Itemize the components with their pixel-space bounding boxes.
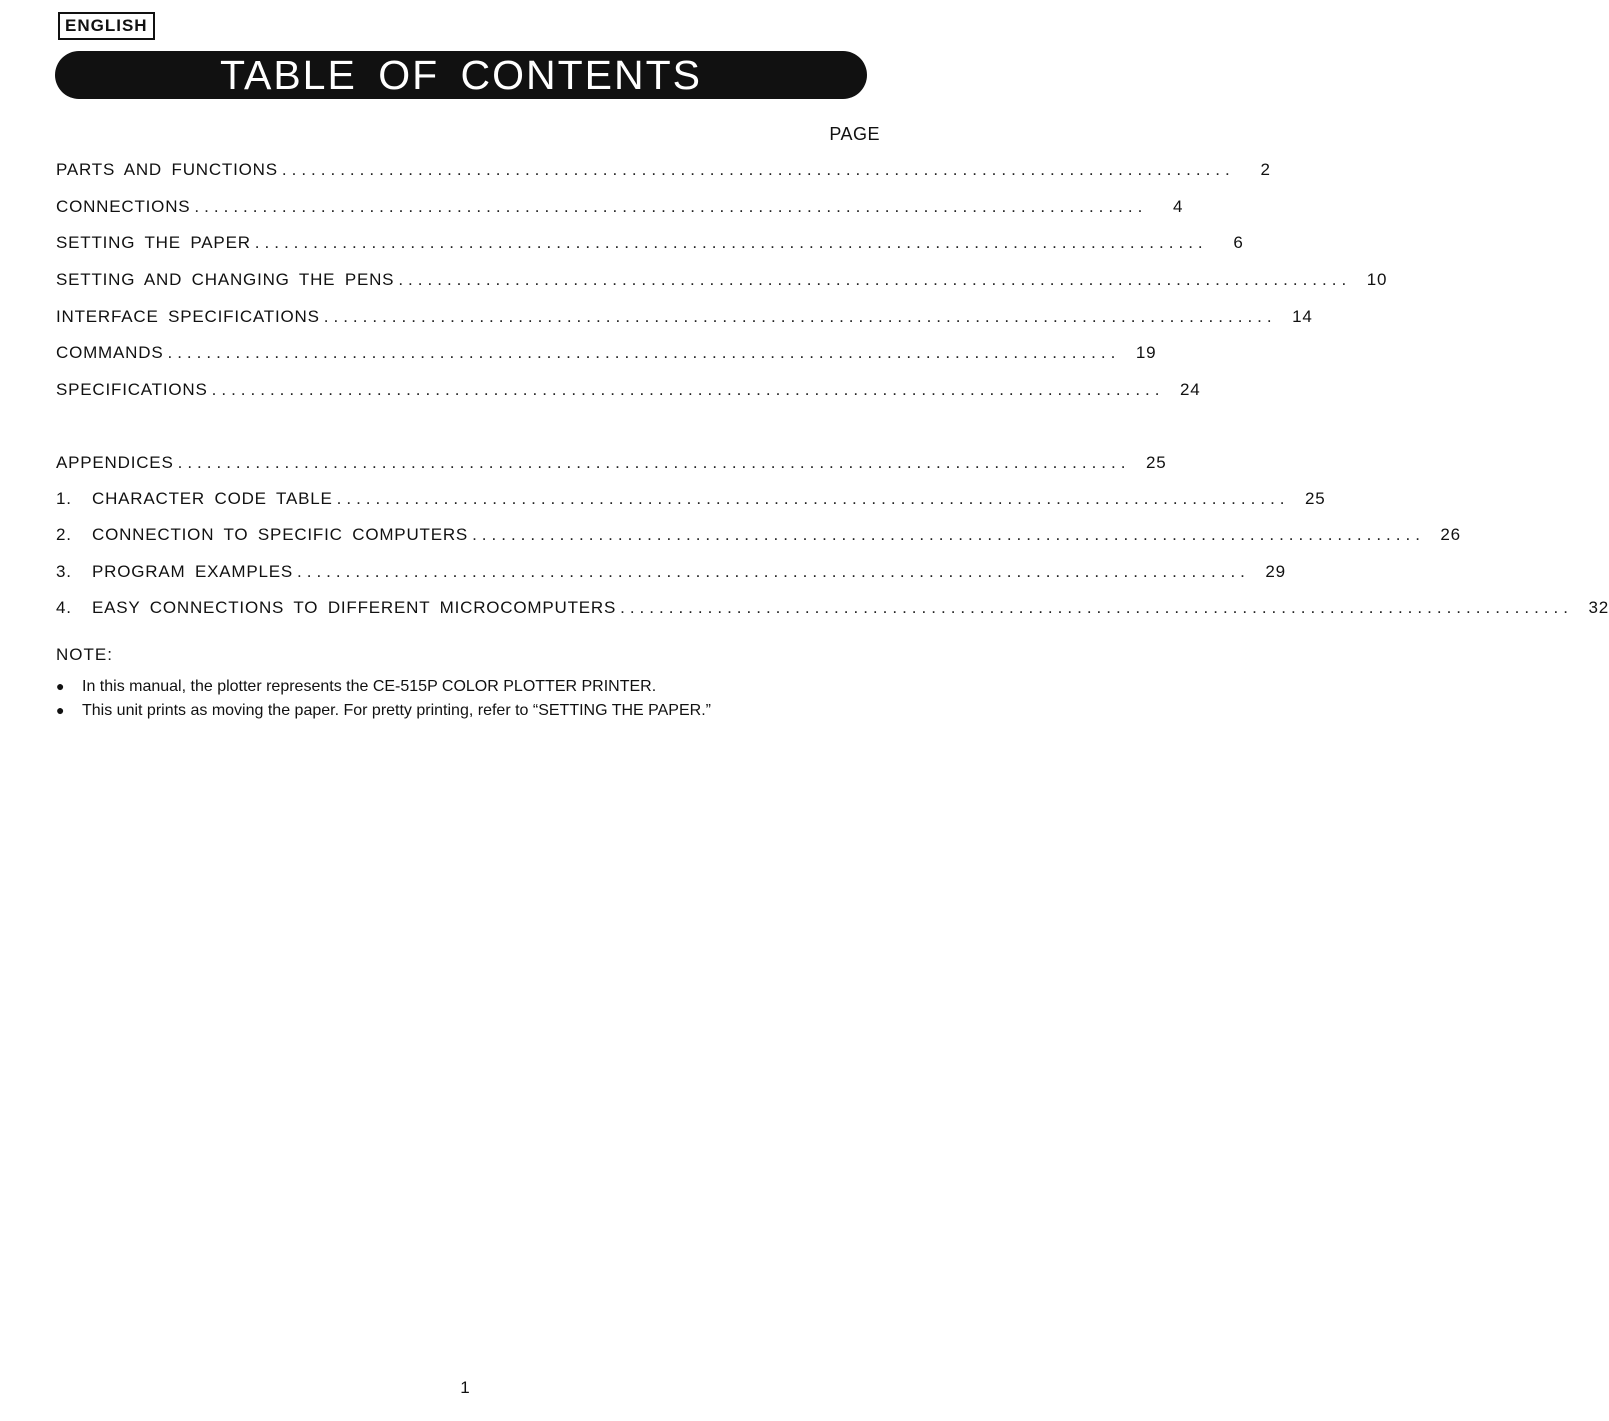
toc-entry-appendices <box>56 453 1167 477</box>
dot-leader: .................................................................................................. <box>194 197 1148 216</box>
dot-leader: .................................................................................................. <box>323 307 1277 326</box>
toc-entry-label: SETTING THE PAPER <box>56 233 251 252</box>
note-item <box>56 702 906 726</box>
toc-entry-label: SPECIFICATIONS <box>56 380 208 399</box>
bullet-icon: ● <box>56 702 65 718</box>
toc-entry-label: PARTS AND FUNCTIONS <box>56 160 278 179</box>
toc-entry-program-examples <box>56 562 1286 586</box>
toc-entry-number: 4. <box>56 598 72 617</box>
toc-entry-label: COMMANDS <box>56 343 164 362</box>
toc-entry-connections <box>56 197 1184 221</box>
toc-entry-page: 10 <box>1366 270 1388 289</box>
toc-entry-setting-the-paper <box>56 233 1244 257</box>
toc-entry-page: 25 <box>1145 453 1167 472</box>
toc-entry-commands <box>56 343 1157 367</box>
toc-entry-page: 4 <box>1173 197 1184 216</box>
dot-leader: .................................................................................................. <box>167 343 1121 362</box>
toc-entry-easy-connections <box>56 598 1609 622</box>
toc-entry-page: 26 <box>1440 525 1461 544</box>
toc-entry-page: 29 <box>1265 562 1286 581</box>
toc-entry-page: 25 <box>1305 489 1326 508</box>
toc-entry-connection-to-specific-computers <box>56 525 1461 549</box>
dot-leader: .................................................................................................. <box>472 525 1425 544</box>
dot-leader: .................................................................................................. <box>211 380 1165 399</box>
note-heading: NOTE: <box>56 645 113 664</box>
toc-entry-specifications <box>56 380 1201 404</box>
page-title: TABLE OF CONTENTS <box>219 52 703 98</box>
title-banner <box>55 51 867 99</box>
bullet-icon: ● <box>56 678 65 694</box>
toc-entry-label: INTERFACE SPECIFICATIONS <box>56 307 320 326</box>
toc-entry-number: 3. <box>56 562 72 581</box>
toc-entry-interface-specifications <box>56 307 1313 331</box>
toc-entry-label: CHARACTER CODE TABLE <box>92 489 333 508</box>
dot-leader: .................................................................................................. <box>281 160 1235 179</box>
toc-entry-number: 1. <box>56 489 72 508</box>
toc-entry-setting-and-changing-pens <box>56 270 1388 294</box>
toc-entry-label: SETTING AND CHANGING THE PENS <box>56 270 395 289</box>
toc-entry-label: CONNECTION TO SPECIFIC COMPUTERS <box>92 525 469 544</box>
toc-entry-label: APPENDICES <box>56 453 174 472</box>
page-number: 1 <box>460 1378 470 1397</box>
toc-entry-number: 2. <box>56 525 72 544</box>
toc-entry-label: PROGRAM EXAMPLES <box>92 562 294 581</box>
toc-entry-page: 19 <box>1135 343 1157 362</box>
dot-leader: .................................................................................................. <box>620 598 1573 617</box>
language-tag: ENGLISH <box>58 12 155 40</box>
dot-leader: .................................................................................................. <box>297 562 1250 581</box>
dot-leader: .................................................................................................. <box>254 233 1208 252</box>
toc-entry-page: 32 <box>1588 598 1609 617</box>
dot-leader: .................................................................................................. <box>177 453 1131 472</box>
toc-entry-page: 6 <box>1233 233 1244 252</box>
dot-leader: .................................................................................................. <box>398 270 1352 289</box>
page-column-header: PAGE <box>829 124 880 144</box>
dot-leader: .................................................................................................. <box>336 489 1290 508</box>
note-item <box>56 678 906 702</box>
note-text: In this manual, the plotter represents the CE-515P COLOR PLOTTER PRINTER. <box>82 678 657 695</box>
toc-entry-page: 2 <box>1260 160 1271 179</box>
note-text: This unit prints as moving the paper. For pretty printing, refer to “SETTING THE PAPER.” <box>82 702 711 719</box>
toc-entry-parts-and-functions <box>56 160 1271 184</box>
toc-entry-page: 24 <box>1179 380 1201 399</box>
toc-entry-character-code-table <box>56 489 1326 513</box>
toc-entry-page: 14 <box>1292 307 1313 326</box>
toc-entry-label: CONNECTIONS <box>56 197 191 216</box>
toc-entry-label: EASY CONNECTIONS TO DIFFERENT MICROCOMPUTERS <box>92 598 617 617</box>
